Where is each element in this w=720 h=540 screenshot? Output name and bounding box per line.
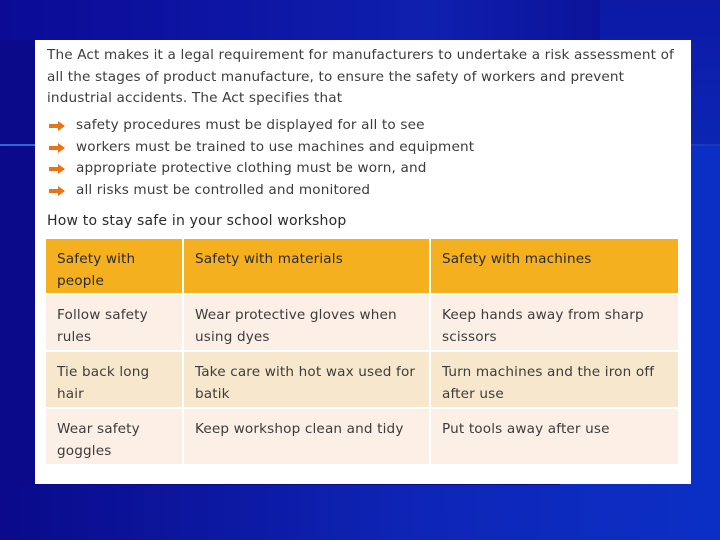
orange-arrow-bullet-icon: [49, 121, 65, 131]
column-header-people: Safety with people: [45, 238, 183, 294]
orange-arrow-bullet-icon: [49, 143, 65, 153]
table-cell: Wear safety goggles: [45, 408, 183, 465]
table-cell: Follow safety rules: [45, 294, 183, 351]
table-cell: Put tools away after use: [430, 408, 679, 465]
column-header-machines: Safety with machines: [430, 238, 679, 294]
list-item: [47, 137, 677, 159]
table-header-row: [45, 238, 679, 294]
table-cell: Tie back long hair: [45, 351, 183, 408]
table-cell: Keep hands away from sharp scissors: [430, 294, 679, 351]
orange-arrow-bullet-icon: [49, 186, 65, 196]
column-header-materials: Safety with materials: [183, 238, 430, 294]
section-title: How to stay safe in your school workshop: [47, 213, 347, 229]
list-item-text: safety procedures must be displayed for all to see: [76, 117, 425, 133]
table-cell: Wear protective gloves when using dyes: [183, 294, 430, 351]
list-item-text: all risks must be controlled and monitored: [76, 181, 371, 198]
orange-arrow-bullet-icon: [49, 164, 65, 174]
table-cell: Turn machines and the iron off after use: [430, 351, 679, 408]
list-item: [47, 115, 677, 137]
list-item: [47, 158, 677, 180]
background-bottom-band: [0, 485, 720, 540]
list-item: [47, 180, 677, 202]
list-item-text: appropriate protective clothing must be worn, and: [76, 160, 427, 176]
list-item-text: workers must be trained to use machines and equipment: [76, 138, 475, 155]
safety-table: [44, 237, 680, 466]
table-row: [45, 294, 679, 351]
content-panel: [35, 40, 691, 484]
table-cell: Keep workshop clean and tidy: [183, 408, 430, 465]
table-cell: Take care with hot wax used for batik: [183, 351, 430, 408]
intro-paragraph: The Act makes it a legal requirement for manufacturers to undertake a risk assessment of all the stages of product manufacture, to ensure the safety of workers and prevent industrial accidents. The Act specifies that: [47, 47, 674, 106]
table-row: [45, 351, 679, 408]
requirements-list: [47, 115, 677, 201]
table-row: [45, 408, 679, 465]
